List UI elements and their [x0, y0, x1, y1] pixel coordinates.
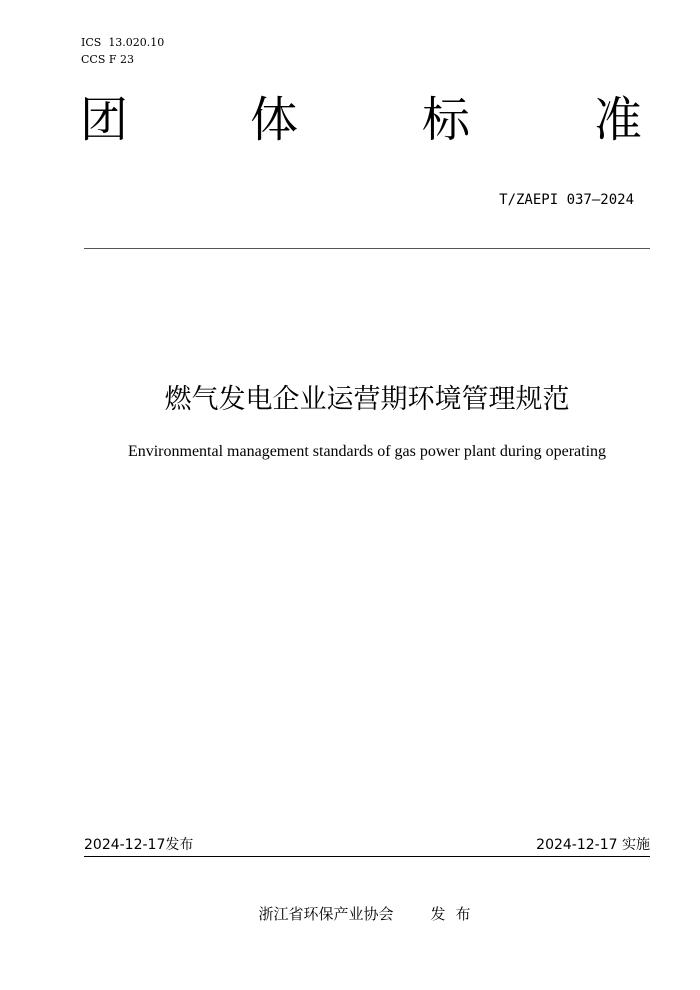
- ics-label: ICS: [81, 36, 102, 49]
- implement-date-group: [536, 836, 650, 854]
- implement-label: 实施: [622, 837, 650, 853]
- document-title-cn: 燃气发电企业运营期环境管理规范: [164, 384, 570, 415]
- publish-char-2: 布: [455, 905, 471, 923]
- publisher-row: [0, 904, 700, 924]
- header-divider: [84, 248, 650, 249]
- footer-divider: [84, 856, 650, 857]
- group-standard-heading: [78, 92, 648, 152]
- issue-label: 发布: [165, 837, 194, 853]
- publish-char-1: 发: [430, 905, 446, 923]
- issue-date: 2024-12-17: [84, 837, 166, 853]
- heading-char-3: 标: [422, 92, 471, 148]
- standard-number: T/ZAEPI 037—2024: [499, 192, 634, 208]
- document-title-en: Environmental management standards of gas power plant during operating: [127, 443, 607, 460]
- heading-char-4: 准: [594, 92, 643, 148]
- ics-line: [81, 34, 164, 51]
- implement-date: 2024-12-17: [536, 837, 618, 853]
- ics-code: 13.020.10: [108, 36, 165, 49]
- date-row: [84, 836, 650, 856]
- heading-char-2: 体: [250, 92, 299, 148]
- publisher-name: 浙江省环保产业协会: [258, 905, 394, 923]
- ccs-code: F 23: [108, 53, 135, 66]
- ccs-label: CCS: [81, 53, 106, 66]
- ccs-line: [81, 51, 164, 68]
- classification-block: [81, 34, 164, 68]
- issue-date-group: [84, 836, 193, 854]
- heading-char-1: 团: [80, 92, 129, 148]
